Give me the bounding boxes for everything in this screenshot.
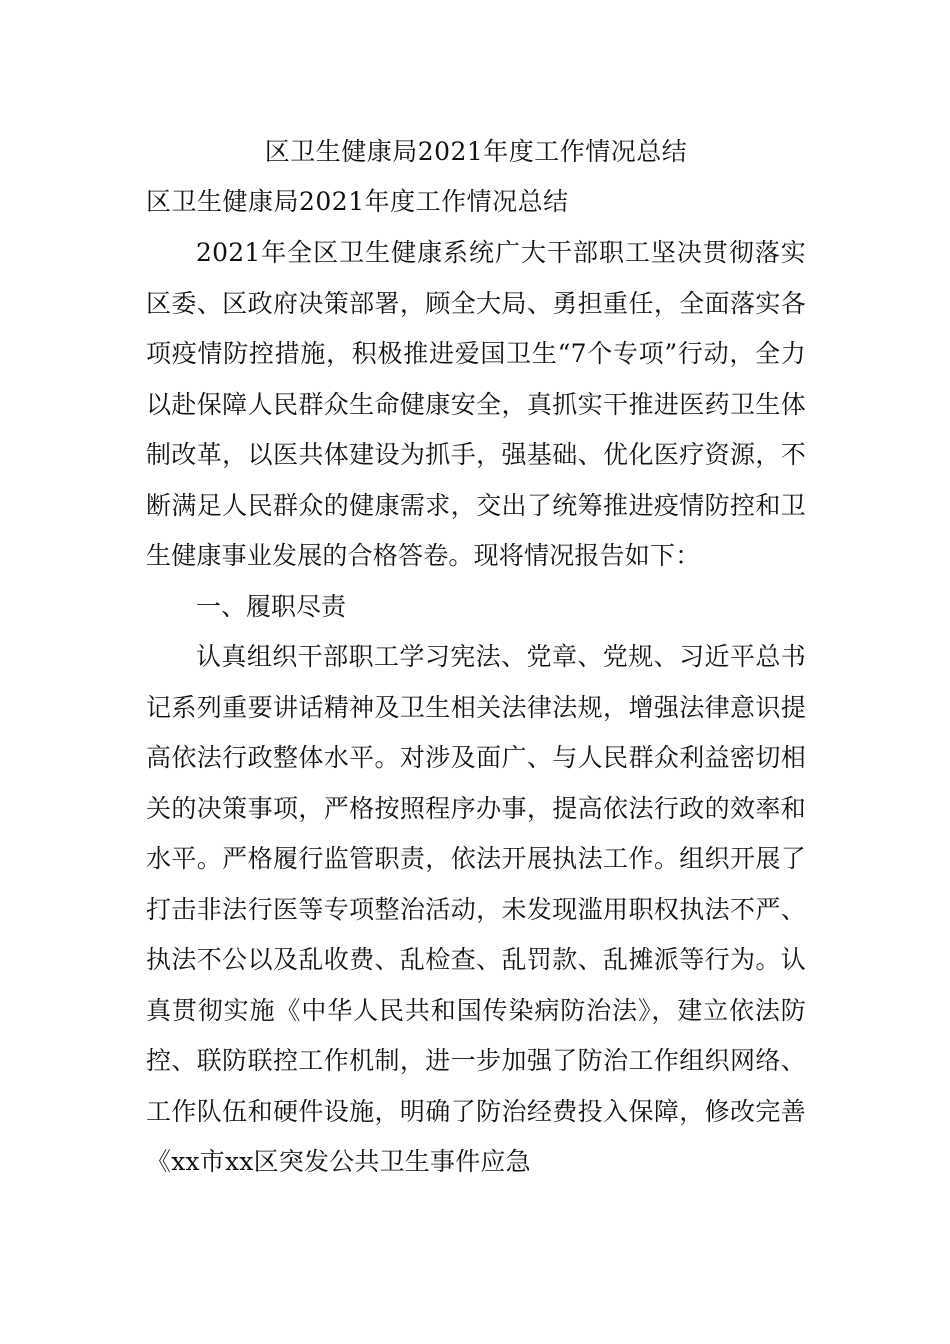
intro-paragraph: 2021年全区卫生健康系统广大干部职工坚决贯彻落实区委、区政府决策部署，顾全大局、勇担重任，全面落实各项疫情防控措施，积极推进爱国卫生“7个专项”行动，全力以赴保障人民群众生命健康安全，真抓实干推进医药卫生体制改革，以医共体建设为抓手，强基础、优化医疗资源，不断满足人民群众的健康需求，交出了统筹推进疫情防控和卫生健康事业发展的合格答卷。现将情况报告如下： xyxy=(146,238,806,570)
document-title: 区卫生健康局2021年度工作情况总结 xyxy=(264,137,688,166)
document-content xyxy=(146,128,806,1188)
document-subtitle: 区卫生健康局2021年度工作情况总结 xyxy=(146,187,569,216)
section-body-1: 认真组织干部职工学习宪法、党章、党规、习近平总书记系列重要讲话精神及卫生相关法律法规，增强法律意识提高依法行政整体水平。对涉及面广、与人民群众利益密切相关的决策事项，严格按照程序办事，提高依法行政的效率和水平。严格履行监管职责，依法开展执法工作。组织开展了打击非法行医等专项整治活动，未发现滥用职权执法不严、执法不公以及乱收费、乱检查、乱罚款、乱摊派等行为。认真贯彻实施《中华人民共和国传染病防治法》，建立依法防控、联防联控工作机制，进一步加强了防治工作组织网络、工作队伍和硬件设施，明确了防治经费投入保障，修改完善《xx市xx区突发公共卫生事件应急 xyxy=(146,642,806,1176)
section-heading-1: 一、履职尽责 xyxy=(196,591,347,621)
